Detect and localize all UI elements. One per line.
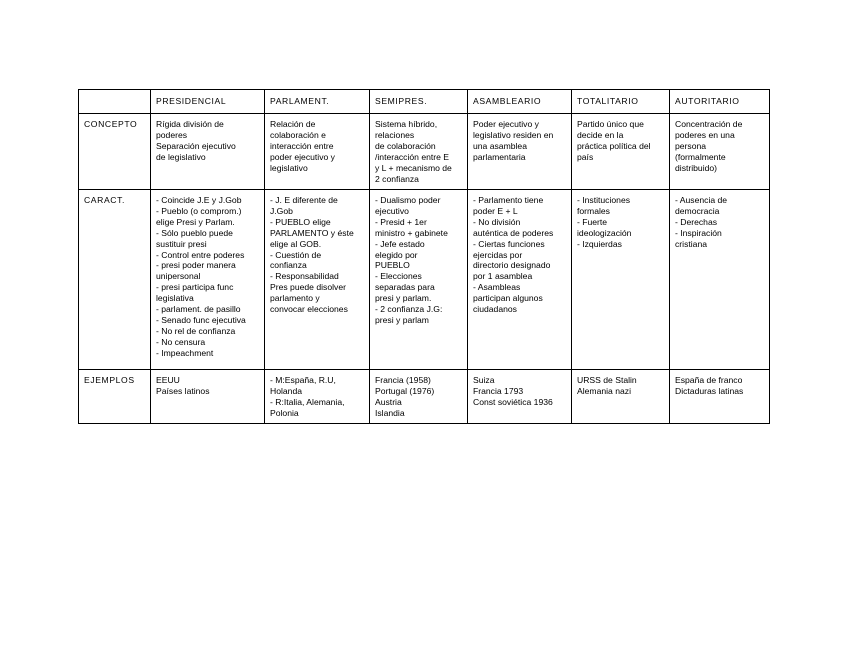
corner-cell <box>79 90 151 114</box>
cell-concepto-parlamentario: Relación de colaboración e interacción entre poder ejecutivo y legislativo <box>265 114 370 190</box>
cell-caract-presidencial: - Coincide J.E y J.Gob - Pueblo (o comprom.) elige Presi y Parlam. - Sólo pueblo puede sustituir presi - Control entre poderes - presi poder manera unipersonal - presi participa func legislativa - parlament. de pasillo - Senado func ejecutiva - No rel de confianza - No censura - Impeachment <box>151 190 265 370</box>
cell-caract-totalitario: - Instituciones formales - Fuerte ideologización - Izquierdas <box>572 190 670 370</box>
header-totalitario: TOTALITARIO <box>572 90 670 114</box>
header-asambleario: ASAMBLEARIO <box>468 90 572 114</box>
cell-ejemplos-presidencial: EEUU Países latinos <box>151 370 265 424</box>
header-parlamentario: PARLAMENT. <box>265 90 370 114</box>
cell-ejemplos-parlamentario: - M:España, R.U, Holanda - R:Italia, Alemania, Polonia <box>265 370 370 424</box>
row-label-concepto: CONCEPTO <box>79 114 151 190</box>
cell-concepto-semipresidencial: Sistema híbrido, relaciones de colaboración /interacción entre E y L + mecanismo de 2 confianza <box>370 114 468 190</box>
table-row-ejemplos <box>79 370 770 424</box>
cell-ejemplos-autoritario: España de franco Dictaduras latinas <box>670 370 770 424</box>
cell-concepto-totalitario: Partido único que decide en la práctica política del país <box>572 114 670 190</box>
cell-ejemplos-semipresidencial: Francia (1958) Portugal (1976) Austria Islandia <box>370 370 468 424</box>
cell-concepto-asambleario: Poder ejecutivo y legislativo residen en una asamblea parlamentaria <box>468 114 572 190</box>
cell-ejemplos-asambleario: Suiza Francia 1793 Const soviética 1936 <box>468 370 572 424</box>
cell-caract-parlamentario: - J. E diferente de J.Gob - PUEBLO elige PARLAMENTO y éste elige al GOB. - Cuestión de confianza - Responsabilidad Pres puede disolver parlamento y convocar elecciones <box>265 190 370 370</box>
header-semipresidencial: SEMIPRES. <box>370 90 468 114</box>
header-autoritario: AUTORITARIO <box>670 90 770 114</box>
table-row-concepto <box>79 114 770 190</box>
row-label-caract: CARACT. <box>79 190 151 370</box>
cell-caract-asambleario: - Parlamento tiene poder E + L - No división auténtica de poderes - Ciertas funciones ejercidas por directorio designado por 1 asamblea - Asambleas participan algunos ciudadanos <box>468 190 572 370</box>
cell-concepto-presidencial: Rígida división de poderes Separación ejecutivo de legislativo <box>151 114 265 190</box>
cell-caract-semipresidencial: - Dualismo poder ejecutivo - Presid + 1er ministro + gabinete - Jefe estado elegido por PUEBLO - Elecciones separadas para presi y parlam. - 2 confianza J.G: presi y parlam <box>370 190 468 370</box>
row-label-ejemplos: EJEMPLOS <box>79 370 151 424</box>
cell-caract-autoritario: - Ausencia de democracia - Derechas - Inspiración cristiana <box>670 190 770 370</box>
header-presidencial: PRESIDENCIAL <box>151 90 265 114</box>
header-row <box>79 90 770 114</box>
cell-concepto-autoritario: Concentración de poderes en una persona (formalmente distribuido) <box>670 114 770 190</box>
table-row-caract <box>79 190 770 370</box>
regimes-comparison-table <box>78 89 770 424</box>
cell-ejemplos-totalitario: URSS de Stalin Alemania nazi <box>572 370 670 424</box>
